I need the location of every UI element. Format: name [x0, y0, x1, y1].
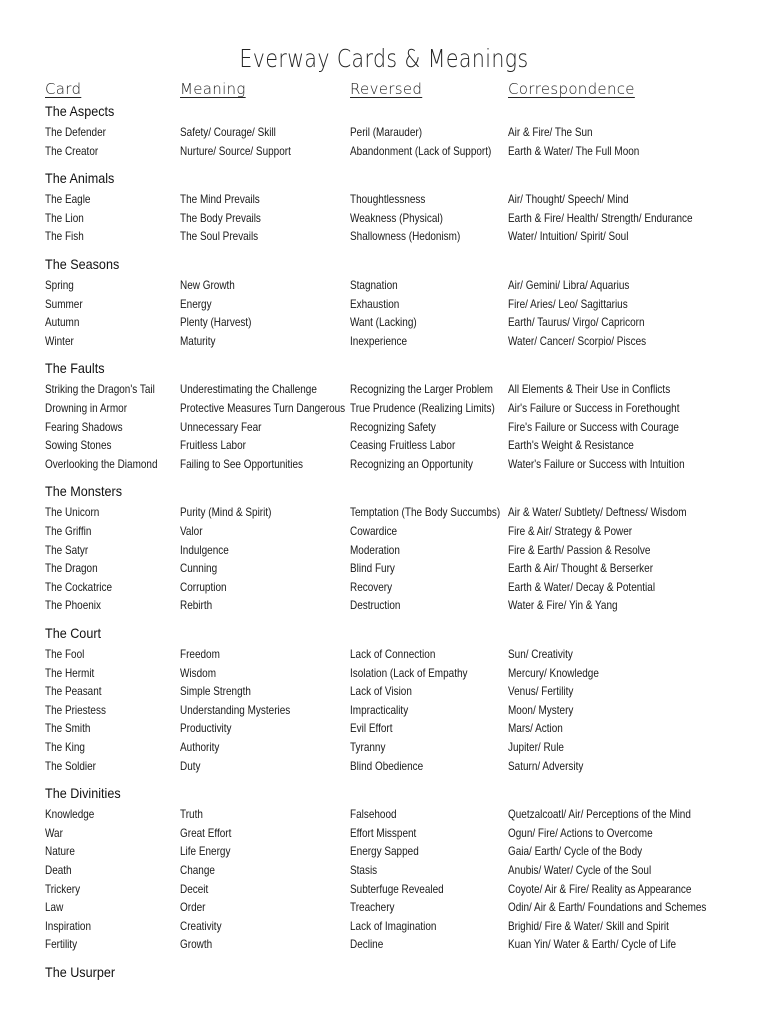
card-reversed: Treachery: [350, 901, 395, 915]
card-reversed: Energy Sapped: [350, 845, 419, 859]
card-reversed: Blind Obedience: [350, 759, 424, 773]
table-row: [0, 899, 768, 918]
column-header-meaning: Meaning: [180, 80, 246, 98]
card-correspondence: Air/ Gemini/ Libra/ Aquarius: [508, 279, 630, 292]
card-reversed: Moderation: [350, 543, 400, 557]
table-row: [0, 523, 768, 542]
card-correspondence: Fire/ Aries/ Leo/ Sagittarius: [508, 297, 628, 311]
card-meaning: Duty: [180, 759, 201, 773]
card-correspondence: Sun/ Creativity: [508, 648, 573, 661]
card-meaning: Cunning: [180, 562, 218, 576]
card-meaning: Order: [180, 901, 206, 915]
table-row: [0, 143, 768, 162]
card-correspondence: Mercury/ Knowledge: [508, 666, 599, 680]
table-row: [0, 739, 768, 758]
card-meaning: Freedom: [180, 648, 220, 661]
card-name: Knowledge: [45, 808, 95, 822]
table-row: [0, 191, 768, 210]
card-correspondence: Quetzalcoatl/ Air/ Perceptions of the Mind: [508, 808, 691, 822]
card-correspondence: Fire's Failure or Success with Courage: [508, 420, 679, 434]
card-reversed: Falsehood: [350, 808, 397, 822]
card-reversed: Recognizing the Larger Problem: [350, 383, 494, 397]
card-meaning: Protective Measures Turn Dangerous: [180, 402, 346, 415]
card-meaning: Failing to See Opportunities: [180, 457, 304, 471]
section-title: The Divinities: [45, 785, 121, 802]
card-meaning: Purity (Mind & Spirit): [180, 506, 272, 520]
card-correspondence: Fire & Earth/ Passion & Resolve: [508, 543, 651, 557]
card-correspondence: Odin/ Air & Earth/ Foundations and Schemes: [508, 901, 707, 915]
card-correspondence: Ogun/ Fire/ Actions to Overcome: [508, 826, 653, 840]
card-meaning: Rebirth: [180, 599, 213, 613]
card-name: Drowning in Armor: [45, 402, 128, 415]
card-name: The Soldier: [45, 759, 96, 773]
card-name: The Eagle: [45, 193, 91, 207]
table-row: [0, 296, 768, 315]
card-name: The Fool: [45, 648, 85, 661]
card-name: The King: [45, 741, 85, 754]
card-reversed: Stagnation: [350, 279, 398, 292]
card-meaning: Authority: [180, 741, 220, 754]
table-row: [0, 646, 768, 665]
card-name: Overlooking the Diamond: [45, 457, 158, 471]
card-name: Nature: [45, 845, 75, 859]
card-correspondence: Water/ Cancer/ Scorpio/ Pisces: [508, 334, 647, 348]
table-row: [0, 333, 768, 352]
card-reversed: Want (Lacking): [350, 316, 417, 330]
card-correspondence: Earth/ Taurus/ Virgo/ Capricorn: [508, 316, 645, 330]
card-reversed: Decline: [350, 938, 384, 952]
card-name: The Defender: [45, 126, 106, 139]
table-row: [0, 683, 768, 702]
table-row: [0, 862, 768, 881]
table-row: [0, 702, 768, 721]
card-meaning: Indulgence: [180, 543, 229, 557]
card-meaning: Corruption: [180, 580, 227, 594]
card-correspondence: Air & Water/ Subtlety/ Deftness/ Wisdom: [508, 506, 687, 520]
section-title: The Usurper: [45, 964, 116, 980]
card-reversed: Inexperience: [350, 334, 408, 348]
table-row: [0, 400, 768, 419]
card-meaning: The Body Prevails: [180, 211, 261, 225]
card-meaning: The Soul Prevails: [180, 230, 259, 244]
card-meaning: Maturity: [180, 334, 216, 348]
card-name: Spring: [45, 279, 74, 292]
card-reversed: Temptation (The Body Succumbs): [350, 506, 501, 520]
card-reversed: Recognizing an Opportunity: [350, 457, 474, 471]
card-reversed: Shallowness (Hedonism): [350, 230, 461, 244]
card-correspondence: Venus/ Fertility: [508, 685, 574, 699]
card-meaning: Creativity: [180, 919, 222, 933]
card-correspondence: Water's Failure or Success with Intuition: [508, 457, 685, 471]
card-name: The Peasant: [45, 685, 102, 699]
card-name: The Fish: [45, 230, 84, 244]
card-correspondence: Earth & Air/ Thought & Berserker: [508, 562, 654, 576]
card-name: The Lion: [45, 211, 84, 225]
card-correspondence: Air/ Thought/ Speech/ Mind: [508, 193, 629, 207]
card-correspondence: Water & Fire/ Yin & Yang: [508, 599, 618, 613]
table-row: [0, 758, 768, 777]
card-meaning: Underestimating the Challenge: [180, 383, 317, 397]
card-correspondence: Earth & Water/ The Full Moon: [508, 144, 640, 158]
card-name: Striking the Dragon's Tail: [45, 383, 155, 397]
card-meaning: Great Effort: [180, 826, 232, 840]
table-row: [0, 720, 768, 739]
table-row: [0, 881, 768, 900]
card-name: Fertility: [45, 938, 78, 952]
section-title: The Animals: [45, 170, 115, 187]
card-reversed: Cowardice: [350, 525, 398, 538]
table-row: [0, 597, 768, 616]
card-meaning: Simple Strength: [180, 685, 251, 699]
table-row: [0, 456, 768, 475]
card-correspondence: Kuan Yin/ Water & Earth/ Cycle of Life: [508, 938, 677, 952]
card-meaning: Change: [180, 864, 215, 877]
table-row: [0, 437, 768, 456]
card-name: The Priestess: [45, 703, 106, 717]
card-correspondence: Jupiter/ Rule: [508, 741, 564, 754]
card-reversed: Lack of Imagination: [350, 919, 437, 933]
card-correspondence: Anubis/ Water/ Cycle of the Soul: [508, 864, 652, 877]
section-title: The Aspects: [45, 103, 115, 119]
document-title: Everway Cards & Meanings: [239, 44, 529, 73]
card-meaning: Wisdom: [180, 666, 217, 680]
card-correspondence: Brighid/ Fire & Water/ Skill and Spirit: [508, 919, 669, 933]
card-correspondence: Mars/ Action: [508, 722, 563, 736]
card-reversed: Blind Fury: [350, 562, 395, 576]
table-row: [0, 843, 768, 862]
card-name: The Smith: [45, 722, 91, 736]
card-name: The Griffin: [45, 525, 92, 538]
card-correspondence: Fire & Air/ Strategy & Power: [508, 525, 633, 538]
table-row: [0, 314, 768, 333]
card-name: Winter: [45, 334, 74, 348]
card-name: Sowing Stones: [45, 439, 112, 453]
card-reversed: Effort Misspent: [350, 826, 417, 840]
card-meaning: New Growth: [180, 279, 235, 292]
card-reversed: True Prudence (Realizing Limits): [350, 402, 495, 415]
card-reversed: Destruction: [350, 599, 401, 613]
card-name: Law: [45, 901, 64, 915]
card-name: Summer: [45, 297, 83, 311]
card-meaning: Fruitless Labor: [180, 439, 246, 453]
table-row: [0, 936, 768, 955]
card-reversed: Ceasing Fruitless Labor: [350, 439, 456, 453]
table-row: [0, 419, 768, 438]
card-meaning: Understanding Mysteries: [180, 703, 291, 717]
card-meaning: Truth: [180, 808, 203, 822]
card-name: The Creator: [45, 144, 99, 158]
card-correspondence: Coyote/ Air & Fire/ Reality as Appearance: [508, 882, 692, 896]
card-reversed: Thoughtlessness: [350, 193, 426, 207]
card-reversed: Tyranny: [350, 741, 386, 754]
table-row: [0, 825, 768, 844]
column-header-correspondence: Correspondence: [508, 80, 635, 98]
section-title: The Court: [45, 625, 102, 641]
table-row: [0, 381, 768, 400]
card-meaning: Growth: [180, 938, 213, 952]
card-correspondence: Saturn/ Adversity: [508, 759, 584, 773]
card-reversed: Exhaustion: [350, 297, 400, 311]
card-reversed: Recovery: [350, 580, 393, 594]
card-correspondence: Moon/ Mystery: [508, 703, 574, 717]
card-name: Fearing Shadows: [45, 420, 123, 434]
card-name: The Unicorn: [45, 506, 100, 520]
card-name: Inspiration: [45, 919, 92, 933]
section-title: The Faults: [45, 360, 105, 377]
card-reversed: Lack of Connection: [350, 648, 436, 661]
table-row: [0, 277, 768, 296]
card-meaning: Life Energy: [180, 845, 231, 859]
card-reversed: Peril (Marauder): [350, 126, 423, 139]
column-header-reversed: Reversed: [350, 80, 423, 98]
card-correspondence: Earth's Weight & Resistance: [508, 439, 634, 453]
card-name: The Phoenix: [45, 599, 101, 613]
table-row: [0, 504, 768, 523]
card-reversed: Isolation (Lack of Empathy: [350, 666, 468, 680]
card-meaning: Safety/ Courage/ Skill: [180, 126, 276, 139]
card-meaning: Energy: [180, 297, 212, 311]
card-reversed: Weakness (Physical): [350, 211, 443, 225]
card-name: The Satyr: [45, 543, 89, 557]
table-row: [0, 210, 768, 229]
card-reversed: Abandonment (Lack of Support): [350, 144, 492, 158]
table-row: [0, 918, 768, 937]
section-title: The Monsters: [45, 483, 123, 500]
card-correspondence: Earth & Water/ Decay & Potential: [508, 580, 656, 594]
card-name: Death: [45, 864, 72, 877]
card-reversed: Impracticality: [350, 703, 409, 717]
table-row: [0, 542, 768, 561]
table-row: [0, 806, 768, 825]
card-meaning: Unnecessary Fear: [180, 420, 262, 434]
card-name: The Dragon: [45, 562, 98, 576]
card-reversed: Lack of Vision: [350, 685, 412, 699]
card-reversed: Evil Effort: [350, 722, 393, 736]
card-reversed: Subterfuge Revealed: [350, 882, 444, 896]
card-correspondence: Earth & Fire/ Health/ Strength/ Endurance: [508, 211, 693, 225]
card-name: The Hermit: [45, 666, 95, 680]
card-meaning: The Mind Prevails: [180, 193, 260, 207]
table-row: [0, 665, 768, 684]
card-meaning: Nurture/ Source/ Support: [180, 144, 291, 158]
card-name: Autumn: [45, 316, 80, 330]
card-name: War: [45, 826, 63, 840]
table-row: [0, 124, 768, 143]
card-correspondence: Gaia/ Earth/ Cycle of the Body: [508, 845, 643, 859]
card-meaning: Deceit: [180, 882, 209, 896]
table-row: [0, 579, 768, 598]
card-correspondence: Air & Fire/ The Sun: [508, 126, 593, 139]
card-reversed: Recognizing Safety: [350, 420, 436, 434]
card-name: The Cockatrice: [45, 580, 113, 594]
column-header-card: Card: [45, 80, 82, 98]
section-title: The Seasons: [45, 256, 120, 272]
card-name: Trickery: [45, 882, 81, 896]
card-meaning: Productivity: [180, 722, 232, 736]
card-meaning: Valor: [180, 525, 203, 538]
table-row: [0, 228, 768, 247]
card-correspondence: Water/ Intuition/ Spirit/ Soul: [508, 230, 629, 244]
card-meaning: Plenty (Harvest): [180, 316, 252, 330]
card-correspondence: Air's Failure or Success in Forethought: [508, 402, 680, 415]
card-reversed: Stasis: [350, 864, 378, 877]
card-correspondence: All Elements & Their Use in Conflicts: [508, 383, 671, 397]
table-row: [0, 560, 768, 579]
